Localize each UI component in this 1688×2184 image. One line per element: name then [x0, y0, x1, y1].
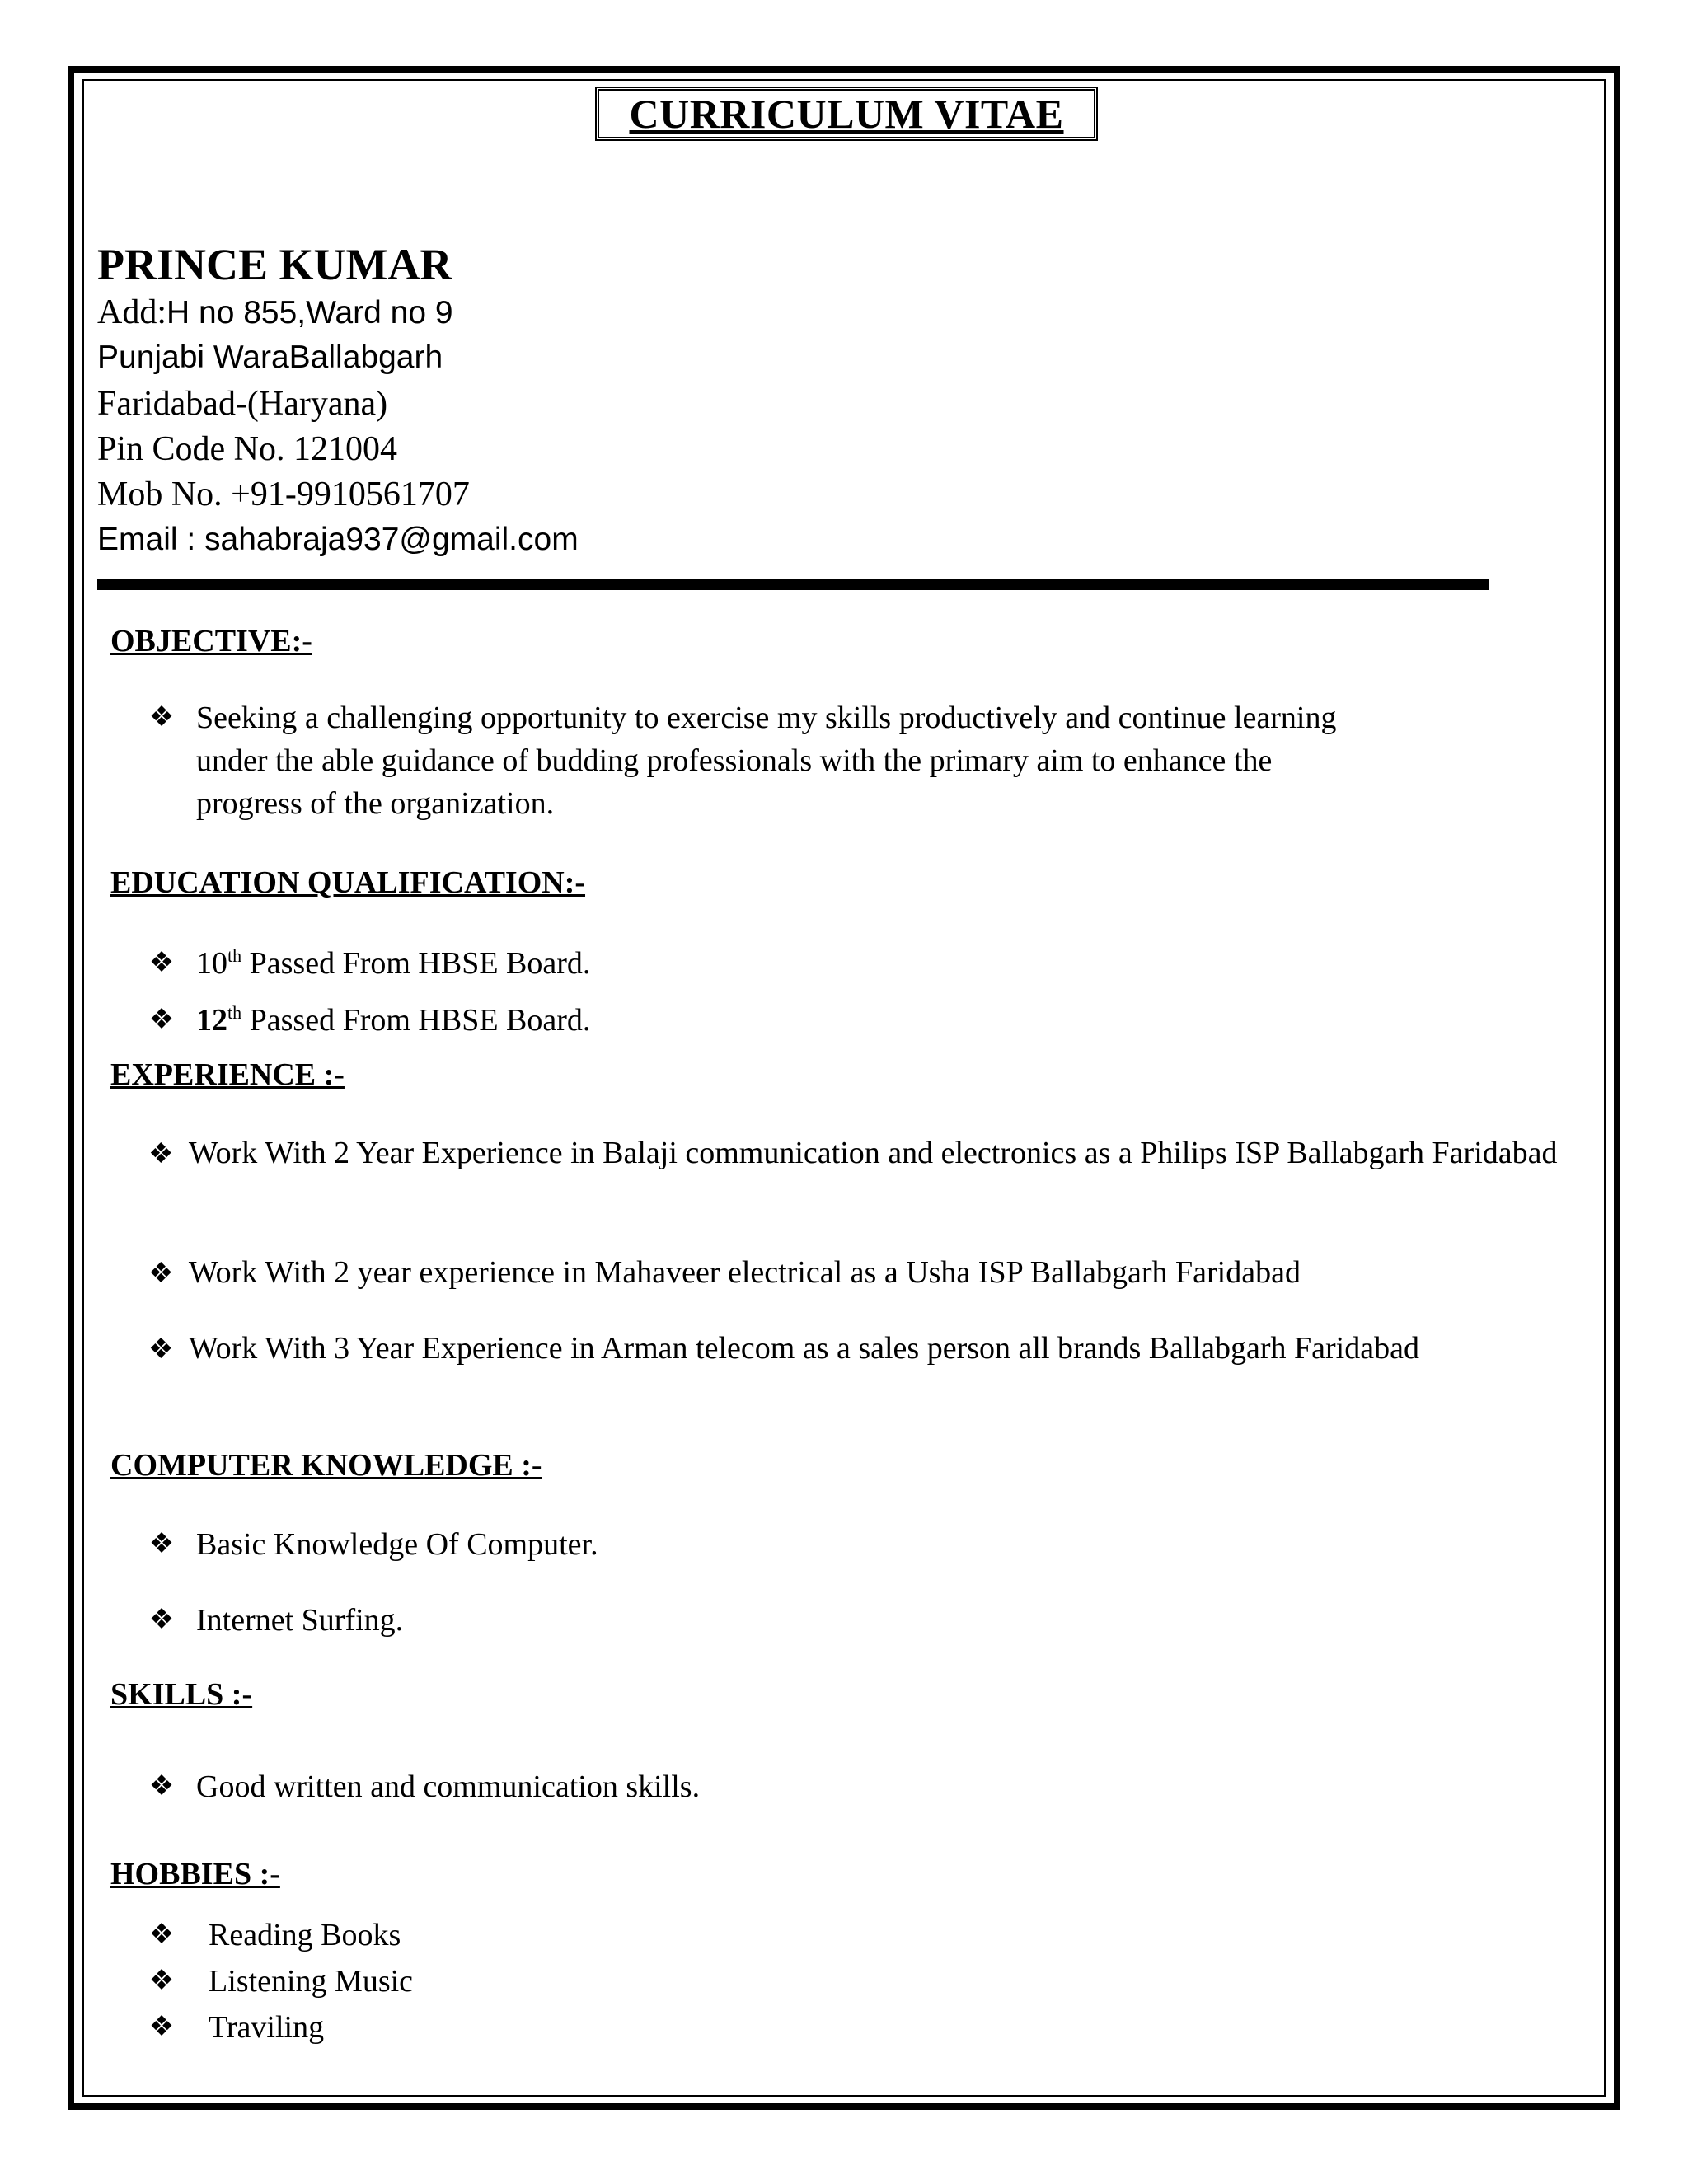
hobby-item: Listening Music: [209, 1964, 414, 1999]
diamond-bullet-icon: ❖: [148, 1529, 175, 1559]
computer-knowledge-heading: COMPUTER KNOWLEDGE :-: [110, 1448, 542, 1483]
skills-heading: SKILLS :-: [110, 1677, 253, 1712]
diamond-bullet-icon: ❖: [148, 1334, 174, 1365]
address-prefix: Add:: [97, 293, 166, 331]
title-box: [595, 87, 1098, 141]
experience-heading: EXPERIENCE :-: [110, 1057, 345, 1092]
objective-line-1: Seeking a challenging opportunity to exercise my skills productively and continue learning: [196, 701, 1337, 735]
address-line-3: Faridabad-(Haryana): [97, 385, 388, 423]
hobby-item: Reading Books: [209, 1918, 401, 1952]
document-title: CURRICULUM VITAE: [629, 91, 1064, 137]
diamond-bullet-icon: ❖: [148, 1919, 175, 1950]
diamond-bullet-icon: ❖: [148, 948, 175, 978]
diamond-bullet-icon: ❖: [148, 702, 175, 733]
computer-item: Internet Surfing.: [196, 1603, 404, 1638]
diamond-bullet-icon: ❖: [148, 1139, 174, 1169]
hobbies-heading: HOBBIES :-: [110, 1857, 280, 1891]
education-item: 10th Passed From HBSE Board.: [196, 945, 591, 981]
objective-heading: OBJECTIVE:-: [110, 624, 312, 658]
diamond-bullet-icon: ❖: [148, 1005, 175, 1035]
pin-code: Pin Code No. 121004: [97, 430, 398, 468]
mobile-number: Mob No. +91-9910561707: [97, 476, 470, 513]
skills-item: Good written and communication skills.: [196, 1769, 701, 1804]
address-street: H no 855,Ward no 9: [166, 295, 453, 330]
experience-item: ❖ Work With 2 Year Experience in Balaji communication and electronics as a Philips ISP Ballabgarh Faridabad: [148, 1136, 1558, 1170]
education-heading: EDUCATION QUALIFICATION:-: [110, 865, 586, 900]
header-divider: [97, 579, 1489, 590]
experience-item: ❖ Work With 2 year experience in Mahaveer electrical as a Usha ISP Ballabgarh Faridabad: [148, 1255, 1301, 1290]
diamond-bullet-icon: ❖: [148, 1966, 175, 1996]
diamond-bullet-icon: ❖: [148, 1771, 175, 1802]
computer-item: Basic Knowledge Of Computer.: [196, 1527, 598, 1562]
diamond-bullet-icon: ❖: [148, 1258, 174, 1289]
diamond-bullet-icon: ❖: [148, 1605, 175, 1635]
objective-line-3: progress of the organization.: [196, 786, 555, 821]
objective-line-2: under the able guidance of budding professionals with the primary aim to enhance the: [196, 743, 1273, 778]
experience-item: ❖ Work With 3 Year Experience in Arman telecom as a sales person all brands Ballabgarh Faridabad: [148, 1331, 1419, 1366]
candidate-name: PRINCE KUMAR: [97, 240, 452, 289]
diamond-bullet-icon: ❖: [148, 2012, 175, 2042]
address-line-1: [97, 293, 453, 332]
address-line-2: Punjabi WaraBallabgarh: [97, 340, 443, 375]
hobby-item: Traviling: [209, 2010, 325, 2045]
email: Email : sahabraja937@gmail.com: [97, 522, 579, 557]
education-item: 12th Passed From HBSE Board.: [196, 1002, 591, 1038]
